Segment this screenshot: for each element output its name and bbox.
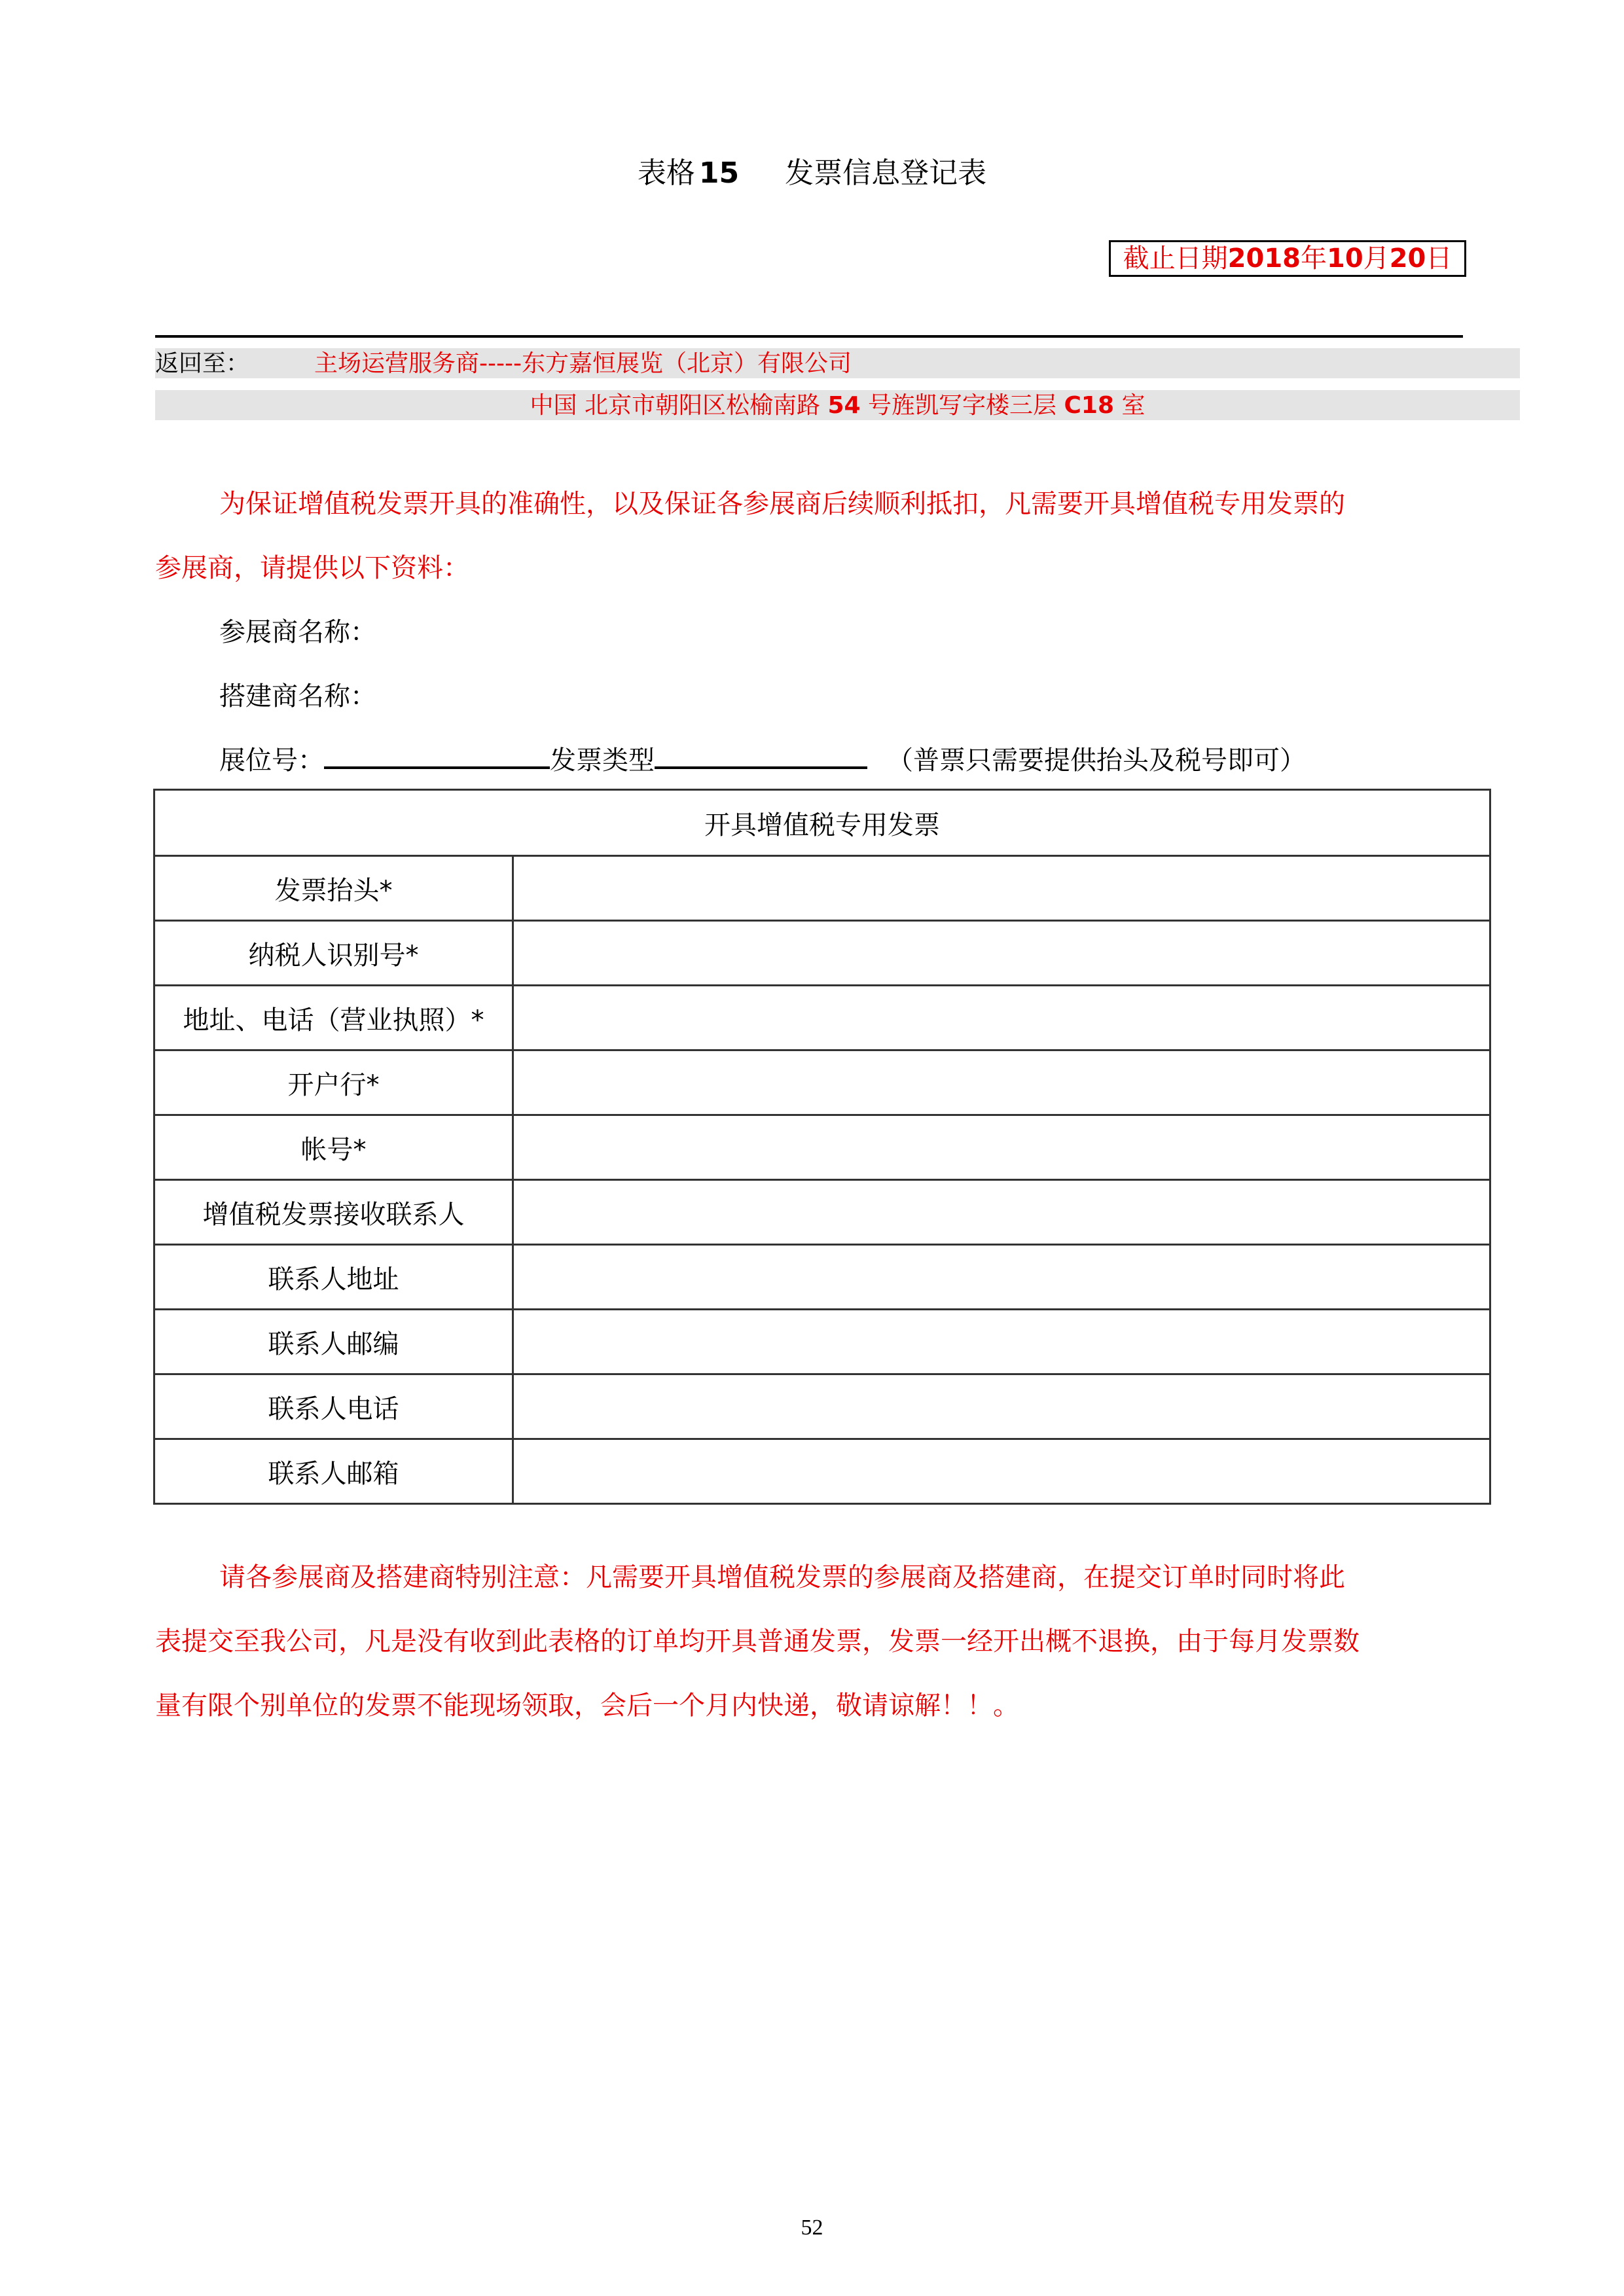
deadline-day: 20 [1389,243,1426,274]
intro-line-2: 参展商，请提供以下资料： [155,553,469,583]
booth-label: 展位号： [219,745,324,776]
row-value-field[interactable] [513,1115,1490,1180]
title-name: 发票信息登记表 [785,156,987,190]
return-to-address [155,391,1520,421]
table-row [154,856,1490,921]
invoice-type-label: 发票类型 [550,745,655,776]
table-row [154,1310,1490,1374]
page-title [0,149,1624,191]
address-part: 室 [1121,392,1146,419]
row-label: 联系人邮编 [154,1310,513,1374]
address-part: 号旌凯写字楼三层 [868,392,1057,419]
row-value-field[interactable] [513,1310,1490,1374]
title-prefix: 表格 [637,156,695,190]
deadline-box [1109,240,1466,277]
deadline-year: 2018 [1227,243,1301,274]
table-header-row [154,790,1490,856]
divider-rule [155,335,1463,338]
notice-line-1: 请各参展商及搭建商特别注意：凡需要开具增值税发票的参展商及搭建商，在提交订单时同时将此 [219,1562,1345,1592]
vat-invoice-table [153,789,1491,1505]
table-row [154,986,1490,1050]
notice-line-3: 量有限个别单位的发票不能现场领取，会后一个月内快递，敬请谅解！！。 [155,1691,1019,1721]
table-row [154,921,1490,986]
builder-name-label: 搭建商名称： [219,681,376,711]
row-label: 联系人电话 [154,1374,513,1439]
deadline-month-unit: 月 [1363,243,1390,274]
row-value-field[interactable] [513,986,1490,1050]
row-label: 帐号* [154,1115,513,1180]
deadline-year-unit: 年 [1300,243,1327,274]
row-label: 开户行* [154,1050,513,1115]
row-value-field[interactable] [513,856,1490,921]
table-row [154,1050,1490,1115]
row-label: 纳税人识别号* [154,921,513,986]
row-label: 联系人地址 [154,1245,513,1310]
booth-and-type-row [219,740,1306,777]
row-label: 增值税发票接收联系人 [154,1180,513,1245]
row-label: 联系人邮箱 [154,1439,513,1504]
table-row [154,1115,1490,1180]
row-value-field[interactable] [513,1439,1490,1504]
address-number: 54 [827,392,861,419]
table-row [154,1180,1490,1245]
deadline-label: 截止日期 [1123,243,1228,274]
invoice-type-field[interactable] [655,744,867,769]
row-value-field[interactable] [513,1245,1490,1310]
row-label: 地址、电话（营业执照）* [154,986,513,1050]
table-row [154,1439,1490,1504]
row-value-field[interactable] [513,921,1490,986]
deadline-day-unit: 日 [1426,243,1453,274]
invoice-type-note: （普票只需要提供抬头及税号即可） [887,745,1306,776]
row-label: 发票抬头* [154,856,513,921]
page-number: 52 [801,2215,823,2240]
booth-number-field[interactable] [324,744,550,769]
row-value-field[interactable] [513,1374,1490,1439]
row-value-field[interactable] [513,1180,1490,1245]
table-row [154,1374,1490,1439]
title-number: 15 [698,156,740,190]
address-room: C18 [1064,392,1114,419]
address-part: 中国 北京市朝阳区松榆南路 [530,392,820,419]
exhibitor-name-label: 参展商名称： [219,617,376,647]
table-header: 开具增值税专用发票 [154,790,1490,856]
notice-line-2: 表提交至我公司，凡是没有收到此表格的订单均开具普通发票，发票一经开出概不退换，由于每月发票数 [155,1626,1360,1657]
intro-line-1: 为保证增值税发票开具的准确性，以及保证各参展商后续顺利抵扣，凡需要开具增值税专用发票的 [219,489,1345,519]
row-value-field[interactable] [513,1050,1490,1115]
deadline-month: 10 [1326,243,1363,274]
return-to-company: 主场运营服务商-----东方嘉恒展览（北京）有限公司 [314,350,852,377]
table-row [154,1245,1490,1310]
return-to-label: 返回至： [155,350,250,377]
